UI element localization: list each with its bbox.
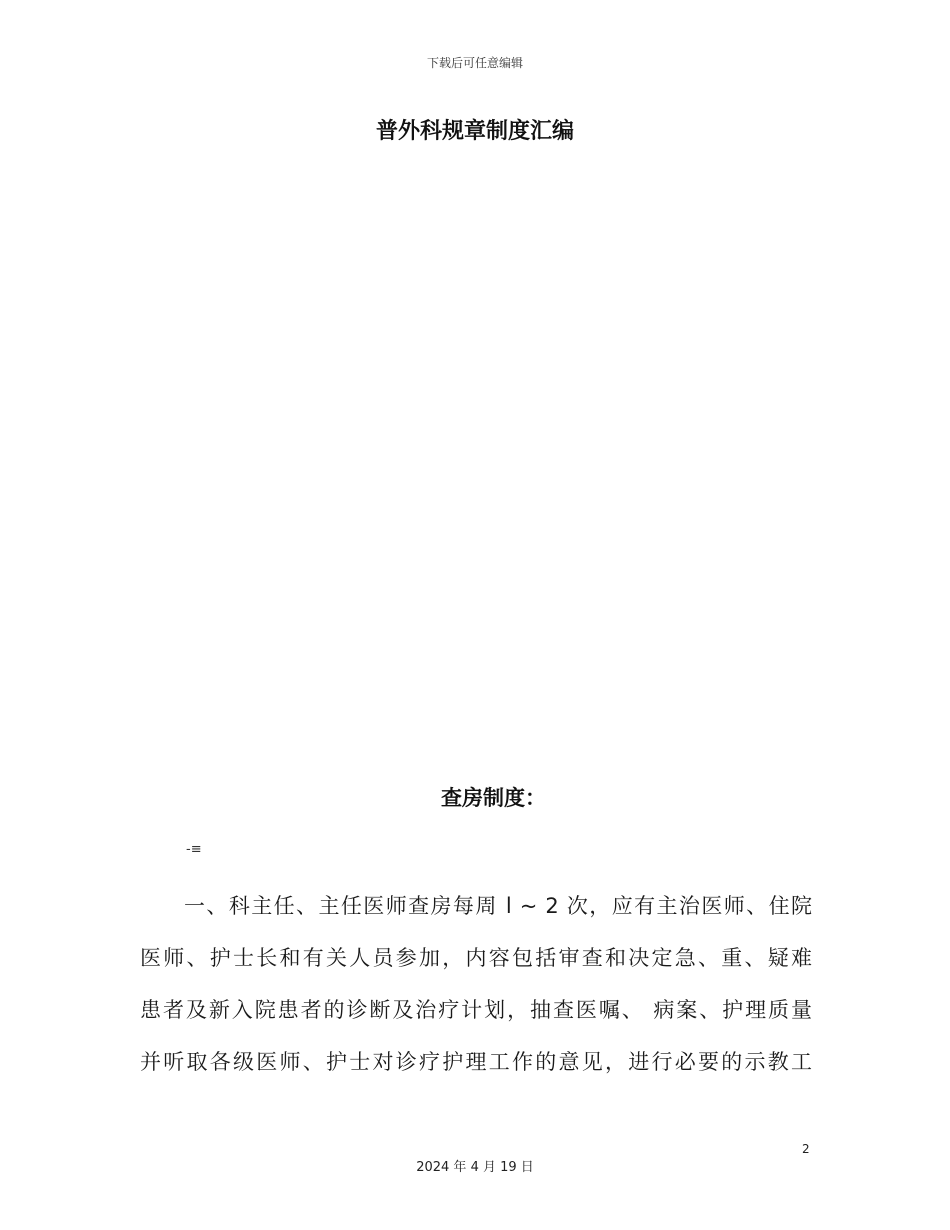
document-title: 普外科规章制度汇编 <box>375 119 574 144</box>
paragraph-line: 患者及新入院患者的诊断及治疗计划，抽查医嘱、 病案、护理质量 <box>140 998 812 1022</box>
section-title: 查房制度： <box>441 786 546 810</box>
page-number: 2 <box>802 1142 810 1156</box>
header-note: 下载后可任意编辑 <box>426 56 523 70</box>
paragraph-line: 医师、护士长和有关人员参加，内容包括审查和决定急、重、疑难 <box>140 946 812 970</box>
paragraph-line: 一、科主任、主任医师查房每周 l ~ 2 次，应有主治医师、住院 <box>184 894 812 918</box>
section-mark: -≡ <box>186 842 202 857</box>
paragraph-line: 并听取各级医师、护士对诊疗护理工作的意见，进行必要的示教工 <box>140 1050 812 1074</box>
footer-date: 2024 年 4 月 19 日 <box>416 1160 534 1175</box>
body-paragraph <box>140 880 812 1088</box>
